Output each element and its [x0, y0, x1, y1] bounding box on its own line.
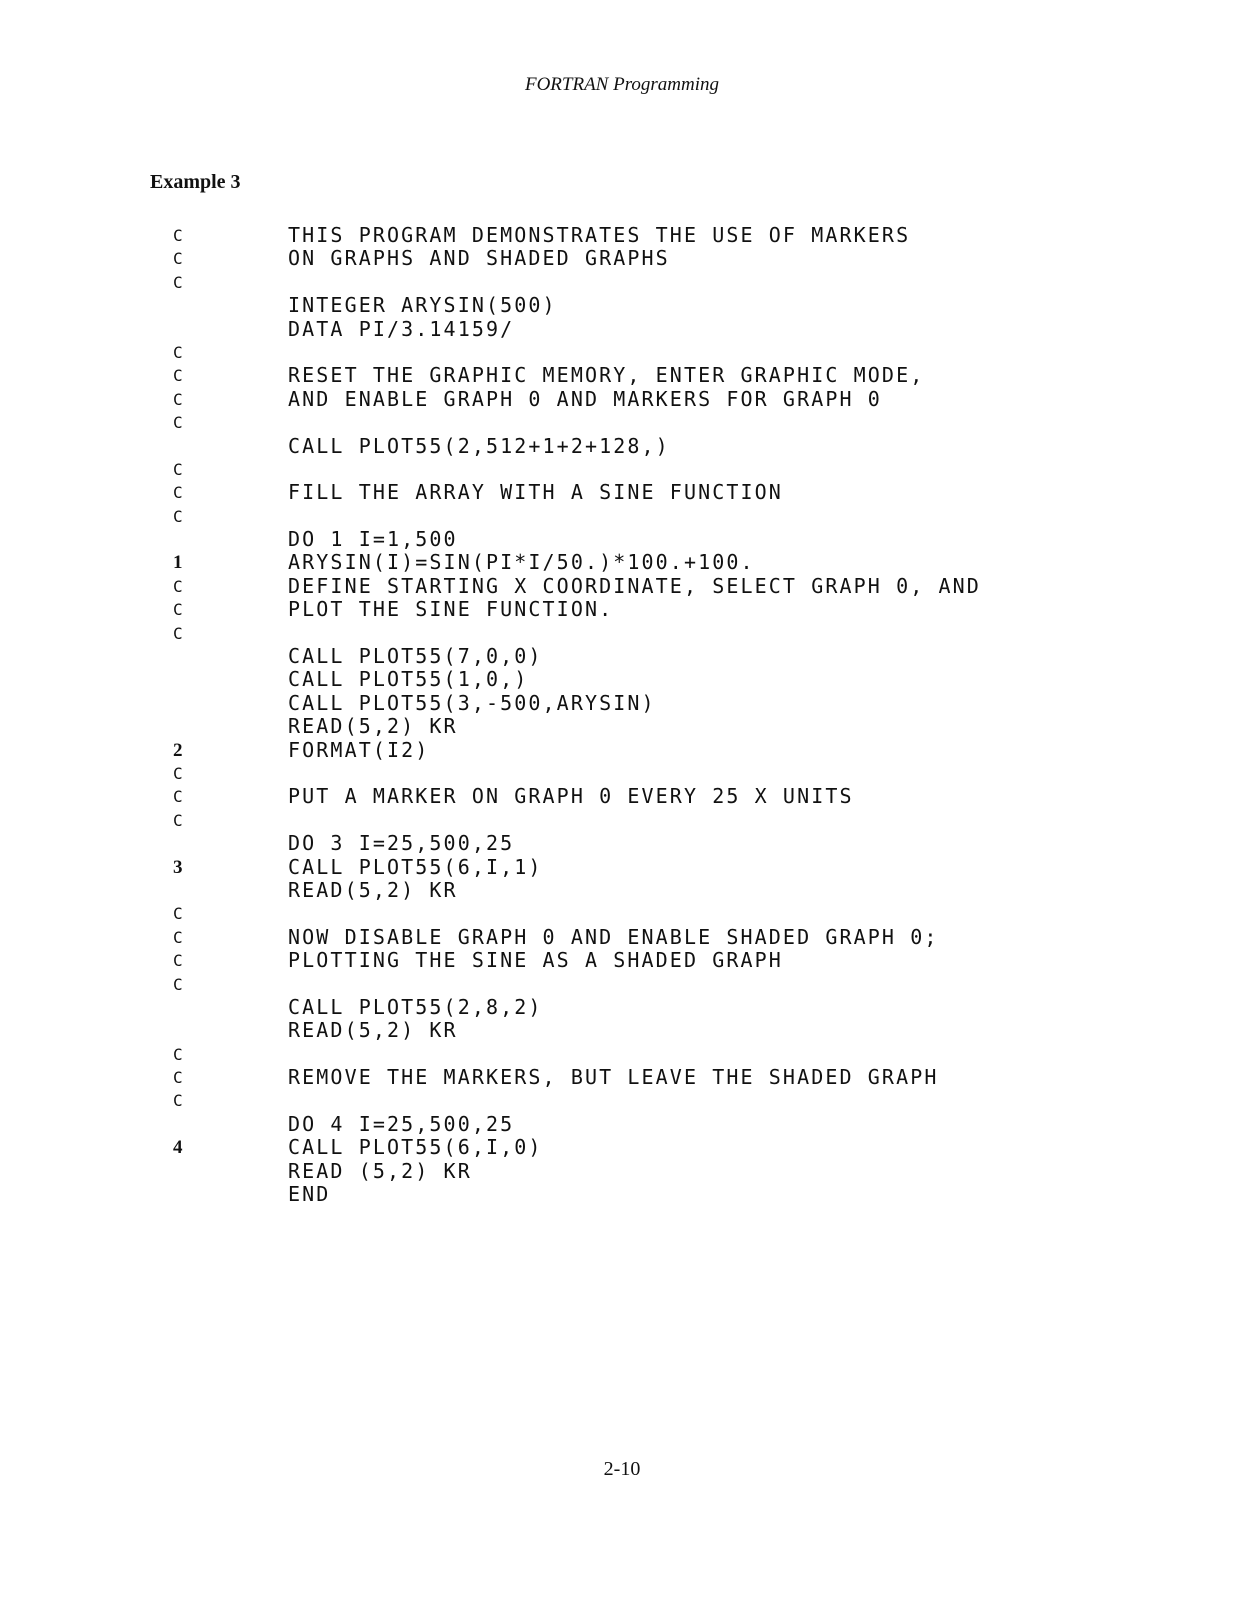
comment-marker: C [173, 1044, 183, 1064]
code-line [0, 785, 1244, 808]
running-head: FORTRAN Programming [524, 74, 720, 95]
statement-text: CALL PLOT55(2,8,2) [288, 994, 543, 1019]
code-line [0, 1183, 1244, 1206]
code-line [0, 318, 1244, 341]
code-line [0, 692, 1244, 715]
comment-marker: C [173, 226, 183, 245]
comment-marker: C [173, 951, 183, 971]
comment-text: PLOTTING THE SINE AS A SHADED GRAPH [288, 948, 783, 973]
code-line [0, 1136, 1244, 1159]
code-listing [0, 224, 1244, 1206]
code-line [0, 1066, 1244, 1089]
code-line [0, 364, 1244, 387]
comment-marker: C [173, 576, 183, 596]
code-line [0, 879, 1244, 902]
code-line [0, 481, 1244, 504]
code-line [0, 832, 1244, 855]
code-line [0, 575, 1244, 598]
comment-text: ON GRAPHS AND SHADED GRAPHS [288, 246, 670, 271]
comment-marker: C [173, 927, 183, 947]
comment-text: PLOT THE SINE FUNCTION. [288, 597, 614, 622]
code-line [0, 294, 1244, 317]
code-line [0, 645, 1244, 668]
code-line [0, 505, 1244, 528]
comment-marker: C [173, 763, 183, 783]
comment-text: PUT A MARKER ON GRAPH 0 EVERY 25 X UNITS [288, 784, 854, 809]
statement-label: 2 [173, 739, 183, 761]
code-line [0, 739, 1244, 762]
statement-text: END [288, 1182, 331, 1207]
comment-marker: C [173, 413, 183, 433]
comment-marker: C [173, 459, 183, 479]
code-line [0, 996, 1244, 1019]
comment-text: AND ENABLE GRAPH 0 AND MARKERS FOR GRAPH 0 [288, 386, 882, 411]
code-line [0, 1160, 1244, 1183]
statement-label: 4 [173, 1137, 183, 1159]
statement-text: CALL PLOT55(3,-500,ARYSIN) [288, 690, 656, 715]
comment-marker: C [173, 342, 183, 362]
comment-marker: C [173, 249, 183, 269]
statement-text: INTEGER ARYSIN(500) [288, 293, 557, 318]
code-line [0, 1089, 1244, 1112]
comment-text: THIS PROGRAM DEMONSTRATES THE USE OF MARKERS [288, 223, 911, 247]
statement-text: ARYSIN(I)=SIN(PI*I/50.)*100.+100. [288, 550, 755, 575]
statement-text: CALL PLOT55(7,0,0) [288, 644, 543, 669]
comment-text: NOW DISABLE GRAPH 0 AND ENABLE SHADED GRAPH 0; [288, 924, 939, 949]
comment-marker: C [173, 389, 183, 409]
code-line [0, 715, 1244, 738]
comment-text: DEFINE STARTING X COORDINATE, SELECT GRAPH 0, AND [288, 573, 981, 598]
code-line [0, 973, 1244, 996]
comment-text: REMOVE THE MARKERS, BUT LEAVE THE SHADED GRAPH [288, 1065, 939, 1090]
statement-text: DO 3 I=25,500,25 [288, 831, 515, 856]
statement-text: READ(5,2) KR [288, 1018, 458, 1043]
code-line [0, 926, 1244, 949]
code-line [0, 388, 1244, 411]
statement-label: 3 [173, 856, 183, 878]
statement-text: CALL PLOT55(6,I,0) [288, 1135, 543, 1160]
code-line [0, 949, 1244, 972]
code-line [0, 551, 1244, 574]
code-line [0, 411, 1244, 434]
code-line [0, 762, 1244, 785]
code-line [0, 668, 1244, 691]
statement-text: CALL PLOT55(6,I,1) [288, 854, 543, 879]
comment-text: FILL THE ARRAY WITH A SINE FUNCTION [288, 480, 783, 505]
comment-marker: C [173, 904, 183, 924]
statement-text: DATA PI/3.14159/ [288, 316, 515, 341]
code-line [0, 435, 1244, 458]
example-heading: Example 3 [150, 171, 241, 193]
code-line [0, 902, 1244, 925]
code-line [0, 622, 1244, 645]
statement-text: DO 1 I=1,500 [288, 527, 458, 552]
comment-marker: C [173, 974, 183, 994]
comment-marker: C [173, 506, 183, 526]
comment-text: RESET THE GRAPHIC MEMORY, ENTER GRAPHIC MODE, [288, 363, 925, 388]
comment-marker: C [173, 272, 183, 292]
code-line [0, 598, 1244, 621]
comment-marker: C [173, 1068, 183, 1088]
comment-marker: C [173, 600, 183, 620]
statement-text: CALL PLOT55(2,512+1+2+128,) [288, 433, 670, 458]
statement-text: FORMAT(I2) [288, 737, 430, 762]
comment-marker: C [173, 810, 183, 830]
comment-marker: C [173, 787, 183, 807]
code-line [0, 458, 1244, 481]
comment-marker: C [173, 366, 183, 386]
code-line [0, 224, 1244, 247]
code-line [0, 1113, 1244, 1136]
code-line [0, 1043, 1244, 1066]
comment-marker: C [173, 1091, 183, 1111]
code-line [0, 1019, 1244, 1042]
code-line [0, 247, 1244, 270]
statement-text: CALL PLOT55(1,0,) [288, 667, 529, 692]
statement-label: 1 [173, 552, 183, 574]
statement-text: READ(5,2) KR [288, 877, 458, 902]
code-line [0, 341, 1244, 364]
code-line [0, 271, 1244, 294]
page-number: 2-10 [603, 1458, 641, 1480]
statement-text: READ(5,2) KR [288, 714, 458, 739]
statement-text: READ (5,2) KR [288, 1158, 472, 1183]
code-line [0, 856, 1244, 879]
code-line [0, 809, 1244, 832]
code-line [0, 528, 1244, 551]
comment-marker: C [173, 623, 183, 643]
comment-marker: C [173, 483, 183, 503]
statement-text: DO 4 I=25,500,25 [288, 1111, 515, 1136]
